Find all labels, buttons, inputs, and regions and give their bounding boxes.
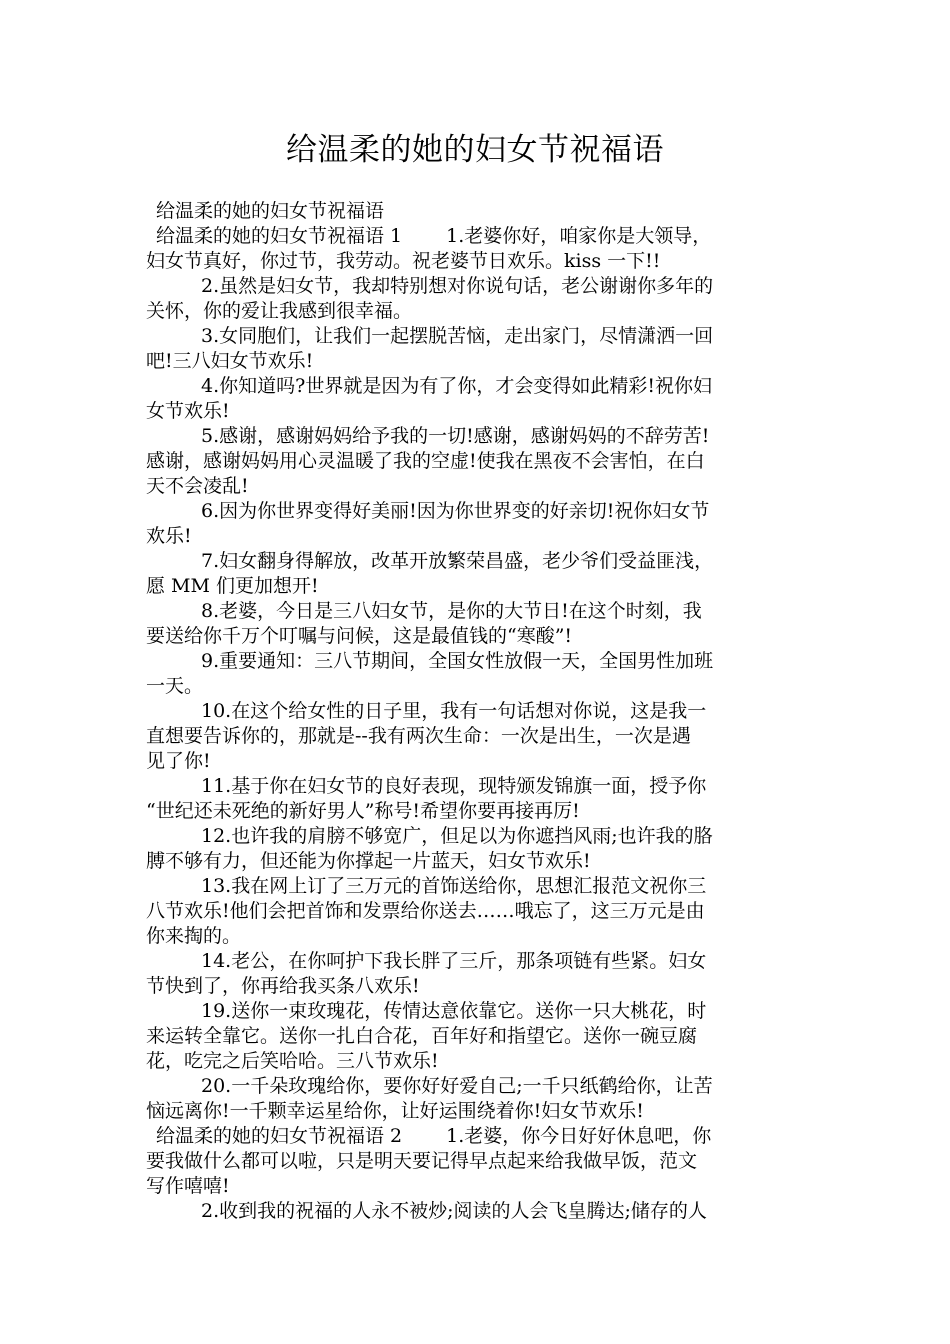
text-line: 直想要告诉你的，那就是--我有两次生命：一次是出生，一次是遇: [146, 725, 691, 747]
text-line: 吧!三八妇女节欢乐!: [146, 350, 314, 372]
text-line: 9.重要通知：三八节期间，全国女性放假一天，全国男性加班: [201, 650, 714, 672]
text-line: 14.老公，在你呵护下我长胖了三斤，那条项链有些紧。妇女: [201, 950, 707, 972]
text-line: 6.因为你世界变得好美丽!因为你世界变的好亲切!祝你妇女节: [201, 500, 710, 522]
text-line: 你来掏的。: [146, 925, 242, 947]
text-line: 12.也许我的肩膀不够宽广，但足以为你遮挡风雨;也许我的胳: [201, 825, 713, 847]
text-line: 愿 MM 们更加想开!: [146, 575, 319, 597]
text-line: 2.虽然是妇女节，我却特别想对你说句话，老公谢谢你多年的: [201, 275, 714, 297]
text-line: 妇女节真好，你过节，我劳动。祝老婆节日欢乐。kiss 一下!!: [146, 250, 661, 272]
text-line: 给温柔的她的妇女节祝福语: [156, 200, 385, 222]
text-line: 8.老婆，今日是三八妇女节，是你的大节日!在这个时刻，我: [201, 600, 702, 622]
text-line: 11.基于你在妇女节的良好表现，现特颁发锦旗一面，授予你: [201, 775, 707, 797]
text-line: 欢乐!: [146, 525, 192, 547]
text-line: 感谢，感谢妈妈用心灵温暖了我的空虚!使我在黑夜不会害怕，在白: [146, 450, 705, 472]
text-line: 5.感谢，感谢妈妈给予我的一切!感谢，感谢妈妈的不辞劳苦!: [201, 425, 710, 447]
text-line: 20.一千朵玫瑰给你，要你好好爱自己;一千只纸鹤给你，让苦: [201, 1075, 713, 1097]
text-line: 恼远离你!一千颗幸运星给你，让好运围绕着你!妇女节欢乐!: [146, 1100, 644, 1122]
document-body: [146, 199, 806, 1224]
text-line: 要我做什么都可以啦，只是明天要记得早点起来给我做早饭，范文: [146, 1150, 698, 1172]
text-line: 写作嘻嘻!: [146, 1175, 230, 1197]
document-title: 给温柔的她的妇女节祝福语: [286, 132, 664, 168]
text-line: 女节欢乐!: [146, 400, 230, 422]
text-line: 4.你知道吗?世界就是因为有了你，才会变得如此精彩!祝你妇: [201, 375, 712, 397]
text-line: 天不会凌乱!: [146, 475, 249, 497]
text-line: 7.妇女翻身得解放，改革开放繁荣昌盛，老少爷们受益匪浅，: [201, 550, 714, 572]
text-line: 一天。: [146, 675, 204, 697]
text-line: 见了你!: [146, 750, 211, 772]
text-line: 关怀，你的爱让我感到很幸福。: [146, 300, 413, 322]
text-line: 给温柔的她的妇女节祝福语 2 1.老婆，你今日好好休息吧，你: [156, 1125, 712, 1147]
text-line: 2.收到我的祝福的人永不被炒;阅读的人会飞皇腾达;储存的人: [201, 1200, 707, 1222]
text-line: 13.我在网上订了三万元的首饰送给你，思想汇报范文祝你三: [201, 875, 707, 897]
text-line: “世纪还未死绝的新好男人”称号!希望你要再接再厉!: [146, 800, 580, 822]
text-line: 给温柔的她的妇女节祝福语 1 1.老婆你好，咱家你是大领导，: [156, 225, 712, 247]
text-line: 八节欢乐!他们会把首饰和发票给你送去……哦忘了，这三万元是由: [146, 900, 705, 922]
text-line: 19.送你一束玫瑰花，传情达意依靠它。送你一只大桃花，时: [201, 1000, 707, 1022]
text-line: 要送给你千万个叮嘱与问候，这是最值钱的“寒酸”!: [146, 625, 573, 647]
text-line: 来运转全靠它。送你一扎白合花，百年好和指望它。送你一碗豆腐: [146, 1025, 698, 1047]
text-line: 花，吃完之后笑哈哈。三八节欢乐!: [146, 1050, 439, 1072]
text-line: 3.女同胞们，让我们一起摆脱苦恼，走出家门，尽情潇洒一回: [201, 325, 714, 347]
text-line: 节快到了，你再给我买条八欢乐!: [146, 975, 420, 997]
text-line: 10.在这个给女性的日子里，我有一句话想对你说，这是我一: [201, 700, 707, 722]
text-line: 膊不够有力，但还能为你撑起一片蓝天，妇女节欢乐!: [146, 850, 591, 872]
